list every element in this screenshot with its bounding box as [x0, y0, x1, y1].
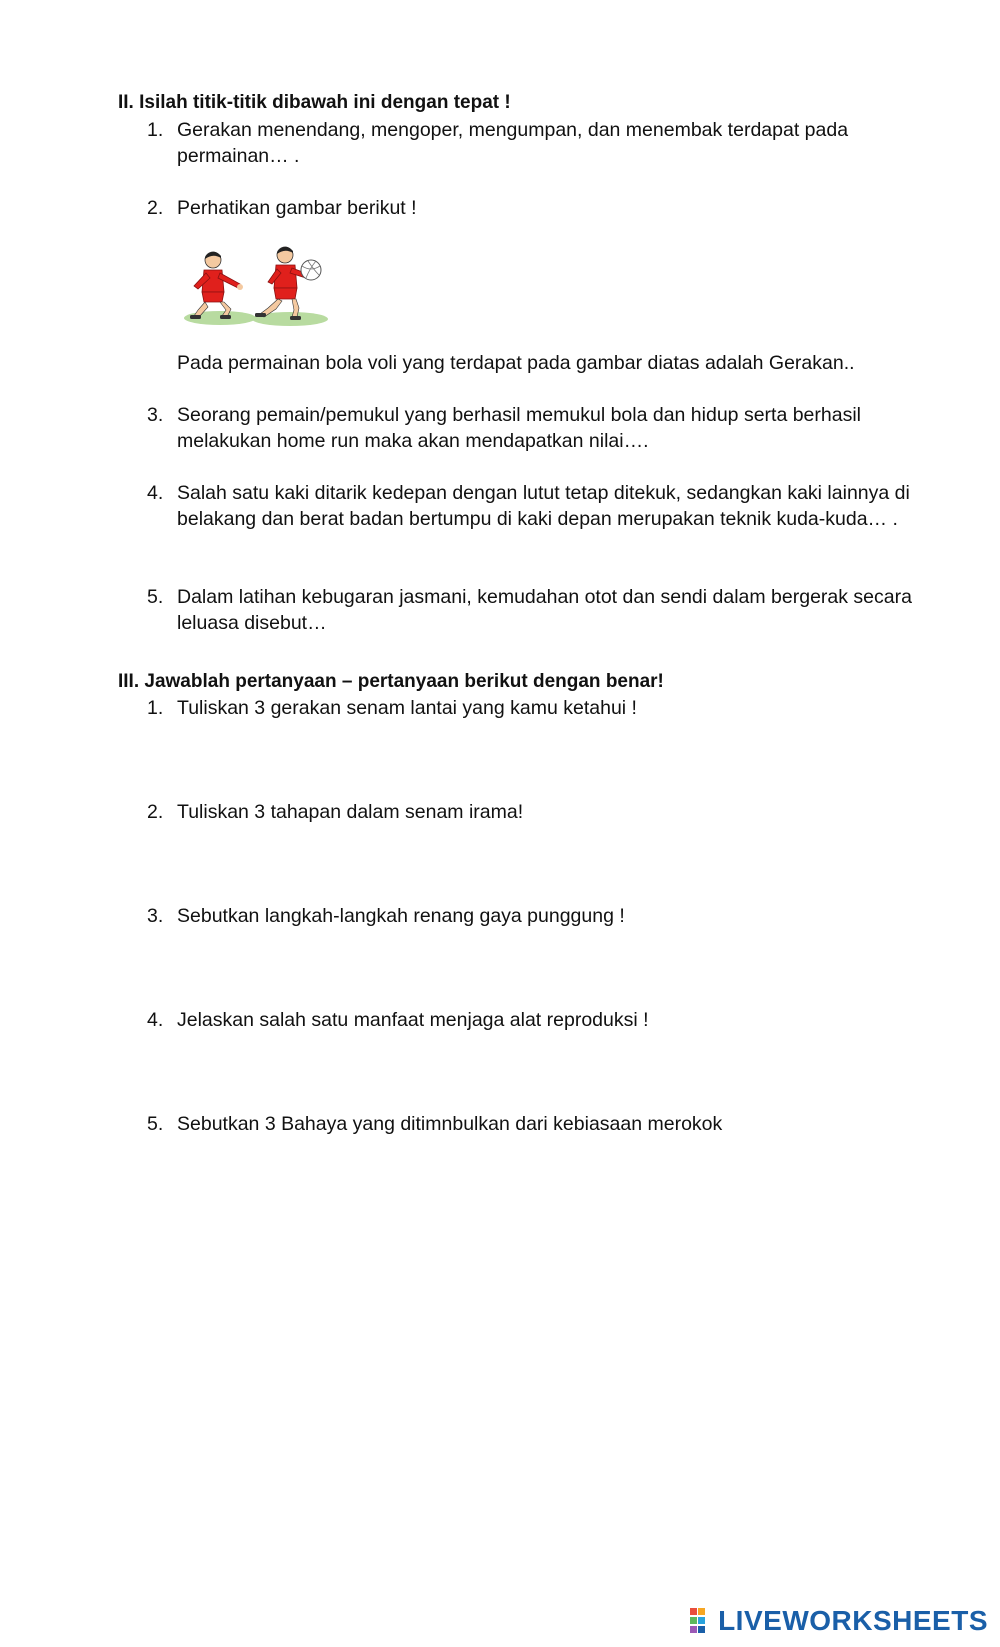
question-text: Salah satu kaki ditarik kedepan dengan lutut tetap ditekuk, sedangkan kaki lainnya di belakang dan berat badan bertumpu di kaki depan merupakan teknik kuda-kuda… .: [177, 482, 910, 530]
liveworksheets-logo: [689, 1603, 988, 1639]
liveworksheets-logo-text: LIVEWORKSHEETS: [718, 1605, 988, 1636]
section-3-question-1: [147, 695, 917, 721]
question-text: Perhatikan gambar berikut !: [177, 197, 417, 219]
question-text: Sebutkan 3 Bahaya yang ditimnbulkan dari kebiasaan merokok: [177, 1113, 723, 1135]
question-text: Dalam latihan kebugaran jasmani, kemudahan otot dan sendi dalam bergerak secara leluasa disebut…: [177, 586, 912, 634]
section-3-question-3: [147, 903, 917, 929]
question-number: 5.: [147, 1113, 164, 1135]
volleyball-icon: [301, 260, 321, 280]
section-2-question-1: [147, 117, 917, 169]
section-2-heading: II. Isilah titik-titik dibawah ini dengan tepat !: [118, 92, 511, 113]
question-number: 2.: [147, 801, 164, 823]
question-text: Jelaskan salah satu manfaat menjaga alat reproduksi !: [177, 1009, 649, 1031]
question-number: 2.: [147, 197, 164, 219]
question-text: Tuliskan 3 gerakan senam lantai yang kamu ketahui !: [177, 697, 637, 719]
player-right: [255, 247, 321, 320]
section-2-question-4: [147, 480, 917, 532]
liveworksheets-logo-icon: [689, 1606, 715, 1636]
question-text: Tuliskan 3 tahapan dalam senam irama!: [177, 801, 524, 823]
section-3-question-2: [147, 799, 917, 825]
section-3-question-4: [147, 1007, 917, 1033]
section-3-heading: III. Jawablah pertanyaan – pertanyaan berikut dengan benar!: [118, 671, 664, 692]
section-2-question-3: [147, 402, 917, 454]
question-number: 1.: [147, 119, 164, 141]
question-number: 4.: [147, 482, 164, 504]
question-number: 5.: [147, 586, 164, 608]
question-text: Seorang pemain/pemukul yang berhasil memukul bola dan hidup serta berhasil melakukan home run maka akan mendapatkan nilai….: [177, 404, 861, 452]
section-2-question-2: [147, 195, 917, 221]
question-text: Pada permainan bola voli yang terdapat pada gambar diatas adalah Gerakan..: [177, 352, 855, 374]
question-number: 4.: [147, 1009, 164, 1031]
player-left: [190, 252, 243, 319]
section-2-question-5: [147, 584, 917, 636]
question-number: 3.: [147, 404, 164, 426]
question-number: 3.: [147, 905, 164, 927]
section-2-question-2-followup: [147, 350, 917, 376]
section-3-question-5: [147, 1111, 917, 1137]
question-text: Sebutkan langkah-langkah renang gaya punggung !: [177, 905, 625, 927]
volleyball-players-illustration: [180, 244, 340, 329]
question-number: 1.: [147, 697, 164, 719]
question-text: Gerakan menendang, mengoper, mengumpan, dan menembak terdapat pada permainan… .: [177, 119, 849, 167]
